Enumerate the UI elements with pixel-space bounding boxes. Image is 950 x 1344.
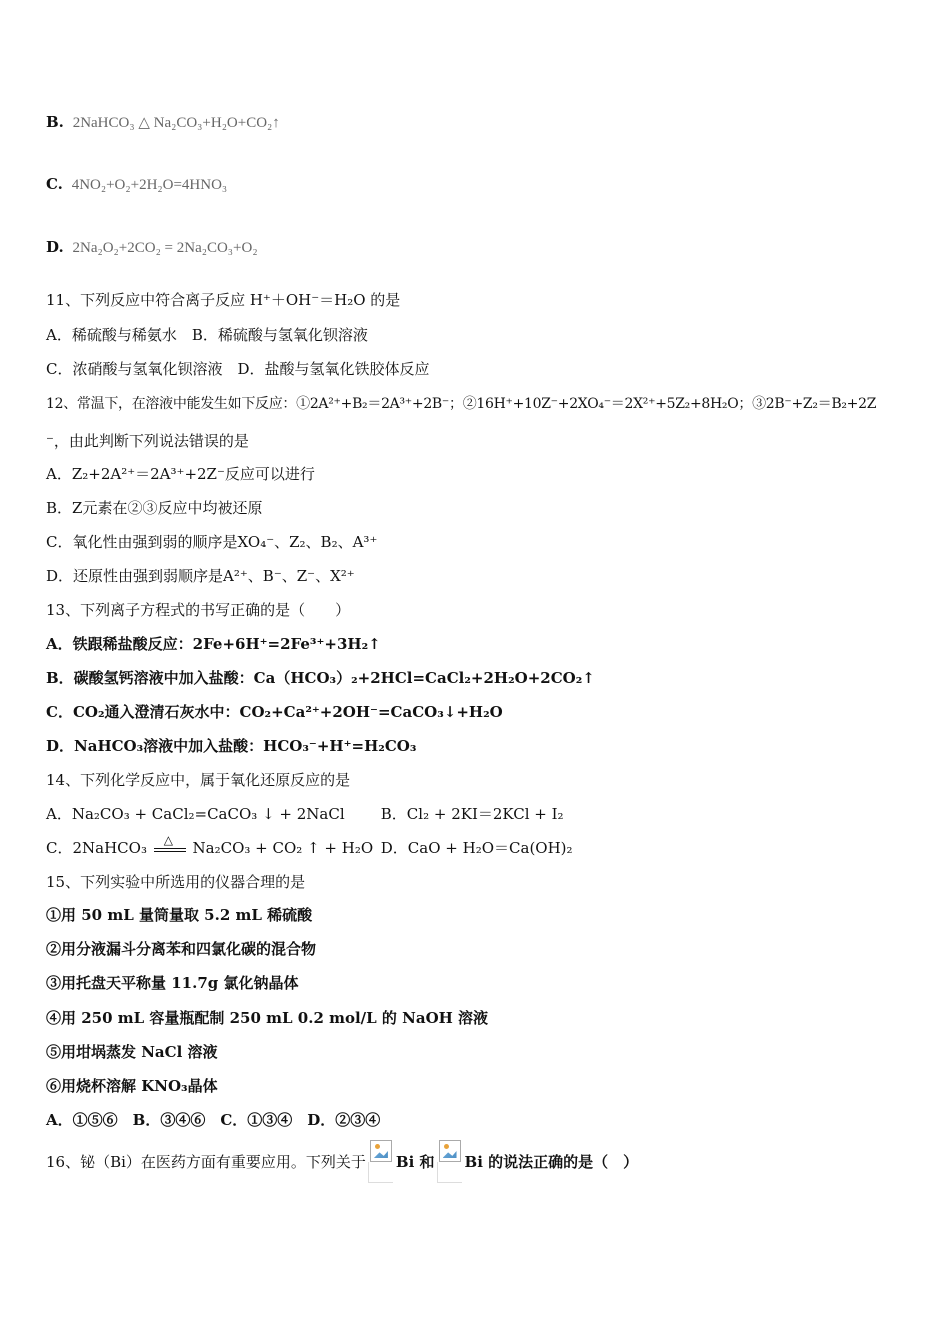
- q16-stem-text: Bi 和: [395, 1153, 435, 1171]
- q12-option-a: A．Z₂+2A²⁺＝2A³⁺+2Z⁻反应可以进行: [46, 465, 315, 483]
- q14-option-d: D．CaO + H₂O＝Ca(OH)₂: [380, 839, 573, 857]
- q15-stem: 15、下列实验中所选用的仪器合理的是: [46, 873, 306, 891]
- q16-stem: [46, 1140, 638, 1184]
- q14-stem: 14、下列化学反应中，属于氧化还原反应的是: [46, 771, 351, 789]
- image-frame: [437, 1162, 462, 1183]
- q14-option-c: [46, 833, 376, 858]
- image-placeholder-icon: [439, 1140, 461, 1162]
- q14-option-c-reactant: C．2NaHCO₃: [46, 839, 147, 857]
- option-label: C.: [46, 175, 63, 193]
- q12-option-b: B．Z元素在②③反应中均被还原: [46, 499, 263, 517]
- q15-item: ①用 50 mL 量筒量取 5.2 mL 稀硫酸: [46, 906, 313, 924]
- equal-bar: [154, 848, 186, 849]
- q15-item: ③用托盘天平称量 11.7g 氯化钠晶体: [46, 974, 299, 992]
- equal-bar: [154, 851, 186, 852]
- q15-item: ④用 250 mL 容量瓶配制 250 mL 0.2 mol/L 的 NaOH 溶液: [46, 1009, 489, 1027]
- q15-item: ②用分液漏斗分离苯和四氯化碳的混合物: [46, 940, 317, 958]
- equation-image: 4NO₂+O₂+2H₂O=4HNO₃: [71, 177, 228, 193]
- q15-item: ⑤用坩埚蒸发 NaCl 溶液: [46, 1043, 218, 1061]
- q16-stem-text: 16、铋（Bi）在医药方面有重要应用。下列关于: [46, 1153, 366, 1171]
- q15-options: A．①⑤⑥ B．③④⑥ C．①③④ D．②③④: [46, 1111, 381, 1129]
- option-label: B.: [46, 113, 64, 131]
- q13-option-c: C．CO₂通入澄清石灰水中：CO₂+Ca²⁺+2OH⁻=CaCO₃↓+H₂O: [46, 703, 503, 721]
- q12-option-d: D．还原性由强到弱顺序是A²⁺、B⁻、Z⁻、X²⁺: [46, 567, 355, 585]
- broken-image-icon: [368, 1140, 394, 1184]
- q14-options-cd: [46, 833, 573, 858]
- q14-option-b: B．Cl₂ + 2KI＝2KCl + I₂: [380, 805, 564, 823]
- image-frame: [368, 1162, 393, 1183]
- q11-options-ab: A．稀硫酸与稀氨水 B．稀硫酸与氢氧化钡溶液: [46, 326, 368, 344]
- q10-option-d: [46, 237, 258, 258]
- q11-options-cd: C．浓硝酸与氢氧化钡溶液 D．盐酸与氢氧化铁胶体反应: [46, 360, 430, 378]
- q15-item: ⑥用烧杯溶解 KNO₃晶体: [46, 1077, 218, 1095]
- q13-stem: 13、下列离子方程式的书写正确的是（ ）: [46, 601, 351, 619]
- q10-option-c: [46, 174, 227, 195]
- q16-stem-text: Bi 的说法正确的是（ ）: [464, 1153, 639, 1171]
- equation-image: 2Na₂O₂+2CO₂ = 2Na₂CO₃+O₂: [72, 240, 258, 256]
- q12-option-c: C．氧化性由强到弱的顺序是XO₄⁻、Z₂、B₂、A³⁺: [46, 533, 378, 551]
- broken-image-icon: [437, 1140, 463, 1184]
- heat-condition-arrow: [154, 833, 186, 856]
- image-placeholder-icon: [370, 1140, 392, 1162]
- q14-options-ab: [46, 804, 564, 824]
- option-label: D.: [46, 238, 64, 256]
- q12-stem-line1: 12、常温下，在溶液中能发生如下反应：①2A²⁺+B₂＝2A³⁺+2B⁻；②16H⁺+10Z⁻+2XO₄⁻＝2X²⁺+5Z₂+8H₂O；③2B⁻+Z₂＝B₂+2Z: [46, 396, 877, 412]
- q13-option-d: D．NaHCO₃溶液中加入盐酸：HCO₃⁻+H⁺=H₂CO₃: [46, 737, 417, 755]
- q13-option-a: A．铁跟稀盐酸反应：2Fe+6H⁺=2Fe³⁺+3H₂↑: [46, 635, 381, 653]
- triangle-heat-icon: △: [163, 833, 173, 847]
- q14-option-a: A．Na₂CO₃ + CaCl₂=CaCO₃ ↓ + 2NaCl: [46, 805, 345, 823]
- q10-option-b: [46, 112, 280, 133]
- q11-stem: 11、下列反应中符合离子反应 H⁺＋OH⁻＝H₂O 的是: [46, 291, 401, 309]
- equation-image: 2NaHCO₃ △ Na₂CO₃+H₂O+CO₂↑: [72, 115, 280, 131]
- q13-option-b: B．碳酸氢钙溶液中加入盐酸：Ca（HCO₃）₂+2HCl=CaCl₂+2H₂O+2CO₂↑: [46, 669, 595, 687]
- q12-stem-line2: ⁻，由此判断下列说法错误的是: [46, 432, 249, 450]
- q14-option-c-products: Na₂CO₃ + CO₂ ↑ + H₂O: [192, 839, 374, 857]
